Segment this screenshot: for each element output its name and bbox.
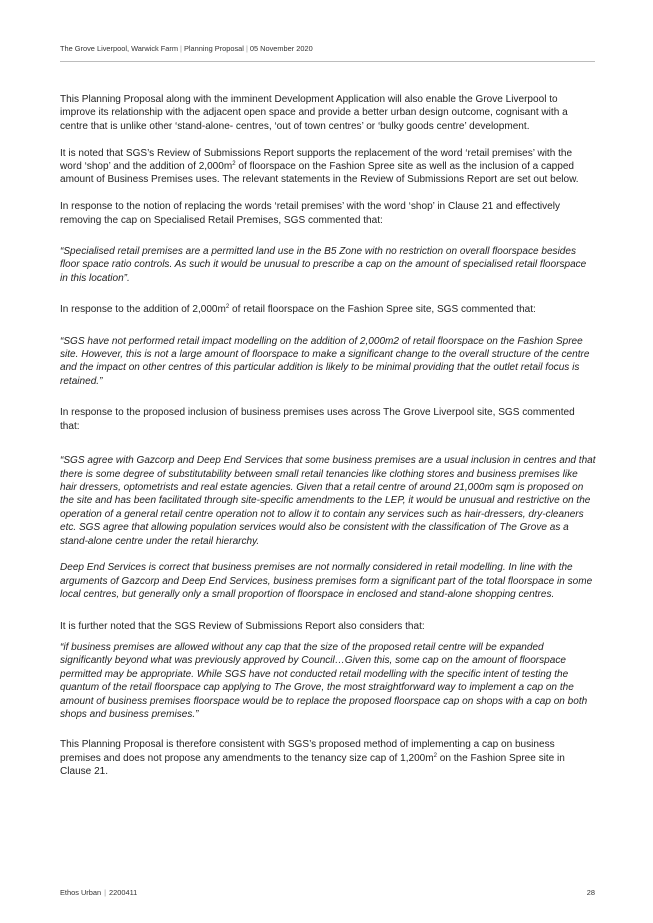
paragraph: This Planning Proposal along with the imminent Development Application will also enable the Grove Liverpool to improve its relationship with the adjacent open space and provide a better urban design outcome, cognisant with a centre that is unlike other ‘stand-alone- centres, ‘out of town centres’ or ‘bulky goods centre’ development.: [60, 94, 568, 132]
header-rule: [60, 61, 595, 62]
footer-company: Ethos Urban: [60, 888, 102, 897]
paragraph-text: of retail floorspace on the Fashion Spree site, SGS commented that:: [229, 304, 536, 316]
paragraph-text: In response to the addition of 2,000m: [60, 304, 226, 316]
page-header: [60, 44, 595, 53]
header-separator: |: [245, 44, 248, 53]
paragraph: It is further noted that the SGS Review of Submissions Report also considers that:: [60, 620, 425, 632]
superscript: 2: [433, 752, 437, 759]
block-quote: “SGS have not performed retail impact modelling on the addition of 2,000m2 of retail floorspace on the Fashion Spree site. However, this is not a large amount of floorspace to make a significant change to the overall structure of the centre and the impact on other centres of this particular addition is likely to be minimal providing that the outlet retail focus is retained.”: [60, 335, 590, 387]
paragraph-text: of floorspace on the Fashion Spree site as well as the inclusion of a capped amount of Business Premises uses. The relevant statements in the Review of Submissions Report are set out below.: [60, 161, 579, 186]
footer-ref: 2200411: [109, 888, 138, 897]
header-doc: Planning Proposal: [183, 44, 244, 53]
footer-separator: |: [104, 888, 107, 897]
paragraph-text: This Planning Proposal is therefore consistent with SGS’s proposed method of implementing a cap on business premises and does not propose any amendments to the tenancy size cap of 1,200m: [60, 739, 555, 764]
page-footer: [60, 888, 595, 897]
paragraph: In response to the proposed inclusion of business premises uses across The Grove Liverpool site, SGS commented that:: [60, 407, 575, 432]
block-quote: “if business premises are allowed without any cap that the size of the proposed retail centre will be expanded significantly beyond what was previously approved by Council…Given this, some cap on the amount of floorspace permitted may be appropriate. While SGS have not conducted retail modelling with the specific intent of testing the quantum of the retail floorspace cap applying to The Grove, the most straightforward way to implement a cap on the amount of business premises floorspace would be to replace the proposed floorspace cap on shops with a cap on both shops and business premises.”: [60, 641, 588, 720]
block-quote: “Specialised retail premises are a permitted land use in the B5 Zone with no restriction on overall floorspace besides floor space ratio controls. As such it would be unusual to prescribe a cap on the amount of specialised retail floorspace in this location”.: [60, 246, 587, 284]
paragraph-text: on the Fashion Spree site in Clause 21.: [60, 752, 565, 778]
paragraph: [60, 738, 596, 778]
paragraph: [60, 147, 596, 187]
paragraph: [60, 303, 596, 316]
superscript: 2: [225, 304, 230, 311]
block-quote: Deep End Services is correct that business premises are not normally considered in retail modelling. In line with the arguments of Gazcorp and Deep End Services, business premises form a significant part of the total floorspace in some local centres, but generally only a small proportion of floorspace in enclosed and stand-alone shopping centres.: [60, 562, 593, 601]
superscript: 2: [232, 161, 236, 168]
header-separator: |: [180, 44, 182, 53]
document-body: [60, 93, 596, 779]
block-quote: “SGS agree with Gazcorp and Deep End Services that some business premises are a usual inclusion in centres and that there is some degree of substitutability between small retail tenancies like clothing stores and business premises like hair dressers, optometrists and real estate agencies. Given that a retail centre of around 21,000m sqm is proposed on the site and has been facilitated through site-specific amendments to the LEP, it would be unusual and restrictive on the operation of a general retail centre operation not to allow it to contain any services such as hair-dressers, dry-cleaners etc. SGS agree that allowing population services would also be consistent with the classification of The Grove as a stand-alone centre under the retail hierarchy.: [60, 455, 596, 547]
header-project: The Grove Liverpool, Warwick Farm: [60, 44, 179, 53]
paragraph: In response to the notion of replacing the words ‘retail premises’ with the word ‘shop’ in Clause 21 and effectively removing the cap on Specialised Retail Premises, SGS commented that:: [60, 201, 561, 226]
header-date: 05 November 2020: [249, 44, 313, 53]
paragraph-text: It is noted that SGS’s Review of Submissions Report supports the replacement of the word ‘retail premises’ with the word ‘shop’ and the addition of 2,000m: [60, 147, 573, 173]
page-number: 28: [586, 888, 595, 897]
